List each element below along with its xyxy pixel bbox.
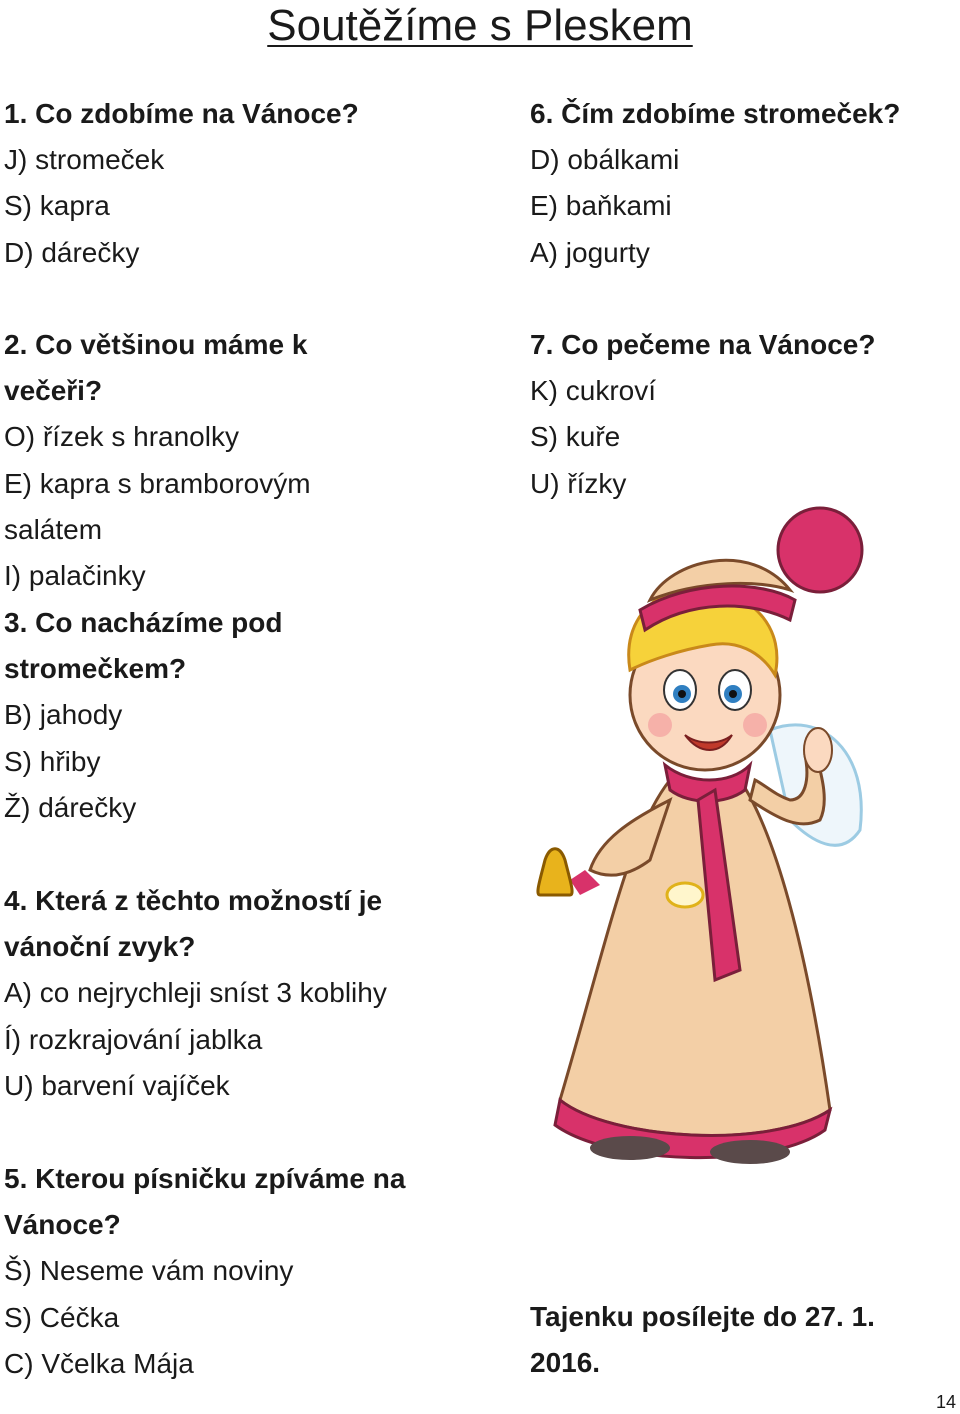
answer-option: S) Céčka: [4, 1301, 120, 1333]
answer-option: Í) rozkrajování jablka: [4, 1023, 263, 1055]
answer-option: E) baňkami: [530, 190, 672, 222]
answer-option: U) barvení vajíček: [4, 1069, 230, 1101]
answer-option: U) řízky: [530, 467, 627, 499]
answer-option: Š) Neseme vám noviny: [4, 1255, 294, 1287]
question-text: 5. Kterou písničku zpíváme na Vánoce?: [4, 1163, 406, 1241]
answer-option: D) dárečky: [4, 236, 140, 268]
question-6: [530, 91, 950, 276]
question-5: [4, 1156, 434, 1387]
answer-option: D) obálkami: [530, 144, 680, 176]
question-text: 2. Co většinou máme k večeři?: [4, 329, 308, 407]
answer-option: S) kapra: [4, 190, 110, 222]
question-7: [530, 322, 950, 507]
page-number: 14: [935, 1392, 956, 1412]
question-text: 6. Čím zdobíme stromeček?: [530, 98, 901, 129]
answer-option: C) Včelka Mája: [4, 1347, 194, 1379]
answer-option: S) kuře: [530, 421, 621, 453]
answer-option: S) hřiby: [4, 745, 101, 777]
question-text: 3. Co nacházíme pod stromečkem?: [4, 607, 283, 685]
deadline-notice: Tajenku posílejte do 27. 1. 2016.: [530, 1301, 875, 1379]
question-text: 7. Co pečeme na Vánoce?: [530, 329, 876, 360]
question-2: [4, 322, 354, 599]
answer-option: I) palačinky: [4, 560, 146, 592]
page-title: [0, 0, 960, 52]
answer-option: E) kapra s bramborovým salátem: [4, 467, 311, 545]
question-text: 4. Která z těchto možností je vánoční zvyk?: [4, 885, 383, 963]
question-1: [4, 91, 474, 276]
answer-option: J) stromeček: [4, 144, 165, 176]
question-text: 1. Co zdobíme na Vánoce?: [4, 98, 359, 129]
answer-option: O) řízek s hranolky: [4, 421, 239, 453]
answer-option: A) co nejrychleji sníst 3 koblihy: [4, 977, 387, 1009]
answer-option: B) jahody: [4, 699, 123, 731]
answer-option: Ž) dárečky: [4, 791, 137, 823]
angel-illustration: [520, 500, 880, 1170]
title-text: Soutěžíme s Pleskem: [267, 1, 693, 50]
question-4: [4, 878, 434, 1109]
answer-option: K) cukroví: [530, 375, 657, 407]
question-3: [4, 600, 304, 831]
answer-option: A) jogurty: [530, 236, 650, 268]
